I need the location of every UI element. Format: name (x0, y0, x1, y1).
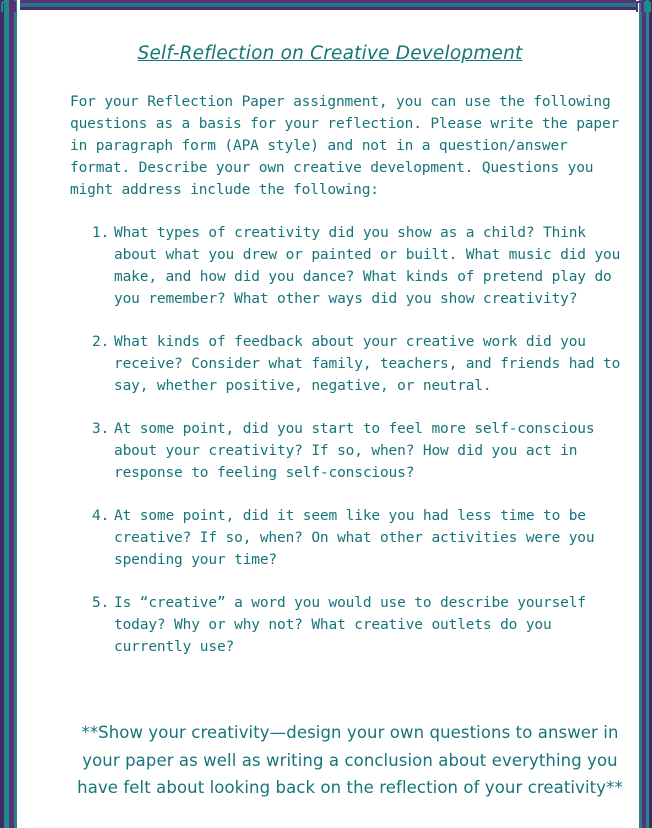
corner-ornament-icon (0, 0, 18, 12)
list-item-text: At some point, did it seem like you had less time to be creative? If so, when? On what other activities were you spending your time? (114, 508, 595, 568)
page-title: Self-Reflection on Creative Development (137, 43, 523, 64)
list-item-number: 1. (92, 225, 110, 241)
list-item-number: 2. (92, 334, 110, 350)
list-item-number: 4. (92, 508, 110, 524)
list-item (92, 222, 632, 310)
list-item-number: 5. (92, 595, 110, 611)
list-item (92, 505, 632, 571)
list-item (92, 592, 632, 658)
page-border-top (0, 0, 652, 12)
list-item (92, 331, 632, 397)
page-border-left (0, 0, 20, 828)
list-item-text: At some point, did you start to feel more self-conscious about your creativity? If so, when? How did you act in response to feeling self-conscious? (114, 421, 595, 481)
closing-instruction: **Show your creativity—design your own questions to answer in your paper as well as writing a conclusion about everything you have felt about looking back on the reflection of your creativity** (77, 723, 623, 797)
question-list (92, 222, 632, 679)
intro-paragraph: For your Reflection Paper assignment, you can use the following questions as a basis for your reflection. Please write the paper in paragraph form (APA style) and not in a question/answer format. Describe your own creative development. Questions you might address include the following: (70, 94, 620, 198)
list-item-text: Is “creative” a word you would use to describe yourself today? Why or why not? What creative outlets do you currently use? (114, 595, 586, 655)
list-item-number: 3. (92, 421, 110, 437)
list-item-text: What types of creativity did you show as a child? Think about what you drew or painted or built. What music did you make, and how did you dance? What kinds of pretend play do you remember? What other ways did you show creativity? (114, 225, 621, 307)
page-border-right (636, 0, 652, 828)
list-item-text: What kinds of feedback about your creative work did you receive? Consider what family, teachers, and friends had to say, whether positive, negative, or neutral. (114, 334, 621, 394)
corner-ornament-icon (634, 0, 652, 12)
list-item (92, 418, 632, 484)
